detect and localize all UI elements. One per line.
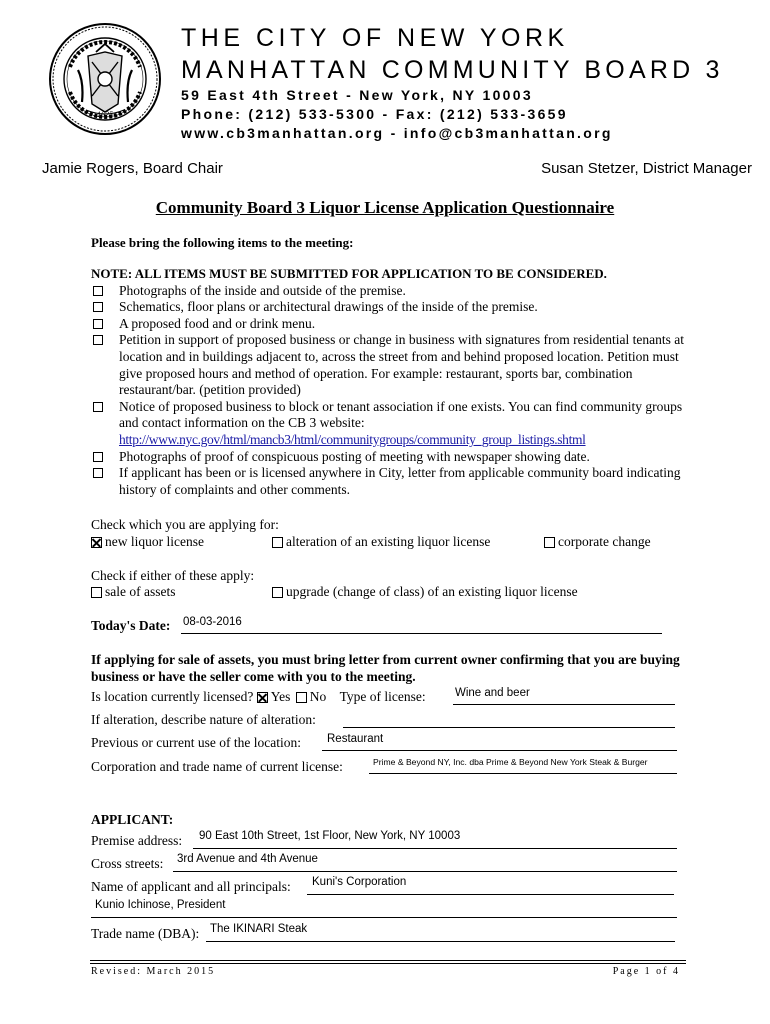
premise-label: Premise address: [91,833,183,848]
community-groups-link[interactable]: http://www.nyc.gov/html/mancb3/html/communitygroups/community_group_listings.shtml [119,431,586,447]
header-address: 59 East 4th Street - New York, NY 10003 [181,87,533,103]
footer-revised: Revised: March 2015 [91,966,216,977]
list-item: A proposed food and or drink menu. [91,316,691,333]
trade-name-label: Trade name (DBA): [91,926,200,941]
applicant-name-field[interactable]: Kuni's Corporation [312,876,407,888]
header-city: THE CITY OF NEW YORK [181,24,569,52]
alteration-desc-label: If alteration, describe nature of alteration: [91,712,316,727]
checkbox[interactable] [93,319,103,329]
list-item: Schematics, floor plans or architectural drawings of the inside of the premise. [91,299,691,316]
applicant-heading: APPLICANT: [91,812,174,827]
checkbox[interactable] [272,537,283,548]
requirements-list [91,266,691,498]
city-seal-logo [48,22,162,136]
corporation-label: Corporation and trade name of current license: [91,759,343,774]
sale-warning: If applying for sale of assets, you must bring letter from current owner confirming that you are buying business or have the seller come with you to the meeting. [91,652,680,684]
corporation-field[interactable]: Prime & Beyond NY, Inc. dba Prime & Beyond New York Steak & Burger [373,757,648,767]
today-date-field[interactable]: 08-03-2016 [183,616,242,628]
principals-field[interactable]: Kunio Ichinose, President [95,899,226,911]
license-type-line [453,704,675,705]
footer-divider [90,960,686,961]
alteration-option[interactable]: alteration of an existing liquor license [272,534,490,550]
cross-streets-label: Cross streets: [91,856,164,871]
page-title: Community Board 3 Liquor License Application Questionnaire [155,198,615,217]
checkbox[interactable] [93,286,103,296]
corporate-change-option[interactable]: corporate change [544,534,651,550]
applicant-name-label: Name of applicant and all principals: [91,879,291,894]
checkbox[interactable] [93,302,103,312]
trade-name-line [206,941,675,942]
today-date-line [181,633,662,634]
either-label: Check if either of these apply: [91,568,255,583]
checkbox[interactable] [272,587,283,598]
list-item: Notice of proposed business to block or tenant association if one exists. You can find community groups and contact information on the CB 3 website: http://www.nyc.gov/html/mancb3/html/communitygroups/community_group_listings.shtml [91,399,691,449]
today-date-label: Today's Date: [91,618,171,633]
checkbox[interactable] [93,402,103,412]
header-web: www.cb3manhattan.org - info@cb3manhattan.org [181,125,613,141]
note-heading: NOTE: ALL ITEMS MUST BE SUBMITTED FOR APPLICATION TO BE CONSIDERED. [91,266,607,281]
premise-line [193,848,677,849]
district-manager: Susan Stetzer, District Manager [541,160,752,177]
board-chair: Jamie Rogers, Board Chair [42,160,223,177]
previous-use-line [322,750,677,751]
checkbox[interactable] [91,587,102,598]
header-phone: Phone: (212) 533-5300 - Fax: (212) 533-3659 [181,106,568,122]
list-item: If applicant has been or is licensed anywhere in City, letter from applicable community board indicating history of complaints and other comments. [91,465,691,498]
alteration-desc-field[interactable] [343,727,675,728]
cross-streets-field[interactable]: 3rd Avenue and 4th Avenue [177,853,318,865]
checkbox[interactable] [296,692,307,703]
principals-line [91,917,677,918]
list-item: Petition in support of proposed business or change in business with signatures from residential tenants at location and in buildings adjacent to, across the street from and behind proposed location. Petition must give proposed hours and method of operation. For example: restaurant, sports bar, combination restaurant/bar. (petition provided) [91,332,691,398]
list-item: Photographs of proof of conspicuous posting of meeting with newspaper showing date. [91,449,691,466]
intro-text: Please bring the following items to the meeting: [91,235,354,250]
corporation-line [369,773,677,774]
cross-streets-line [173,871,677,872]
sale-of-assets-option[interactable]: sale of assets [91,584,175,600]
previous-use-field[interactable]: Restaurant [327,733,384,745]
premise-field[interactable]: 90 East 10th Street, 1st Floor, New York, NY 10003 [199,830,461,842]
applying-label: Check which you are applying for: [91,517,279,532]
new-license-option[interactable]: new liquor license [91,534,204,550]
checkbox[interactable] [93,468,103,478]
applicant-name-line [307,894,674,895]
list-item: Photographs of the inside and outside of the premise. [91,283,691,300]
seal-year: 1625 [97,110,113,119]
trade-name-field[interactable]: The IKINARI Steak [210,923,308,935]
license-type-field[interactable]: Wine and beer [455,687,530,699]
previous-use-label: Previous or current use of the location: [91,735,301,750]
checkbox[interactable] [544,537,555,548]
checkbox[interactable] [93,335,103,345]
footer-divider [90,963,686,964]
upgrade-option[interactable]: upgrade (change of class) of an existing liquor license [272,584,578,600]
header-board: MANHATTAN COMMUNITY BOARD 3 [181,56,724,84]
checkbox-checked[interactable] [91,537,102,548]
licensed-row: Is location currently licensed? Yes No Type of license: [91,689,426,704]
checkbox-checked[interactable] [257,692,268,703]
checkbox[interactable] [93,452,103,462]
footer-page-number: Page 1 of 4 [612,966,680,977]
